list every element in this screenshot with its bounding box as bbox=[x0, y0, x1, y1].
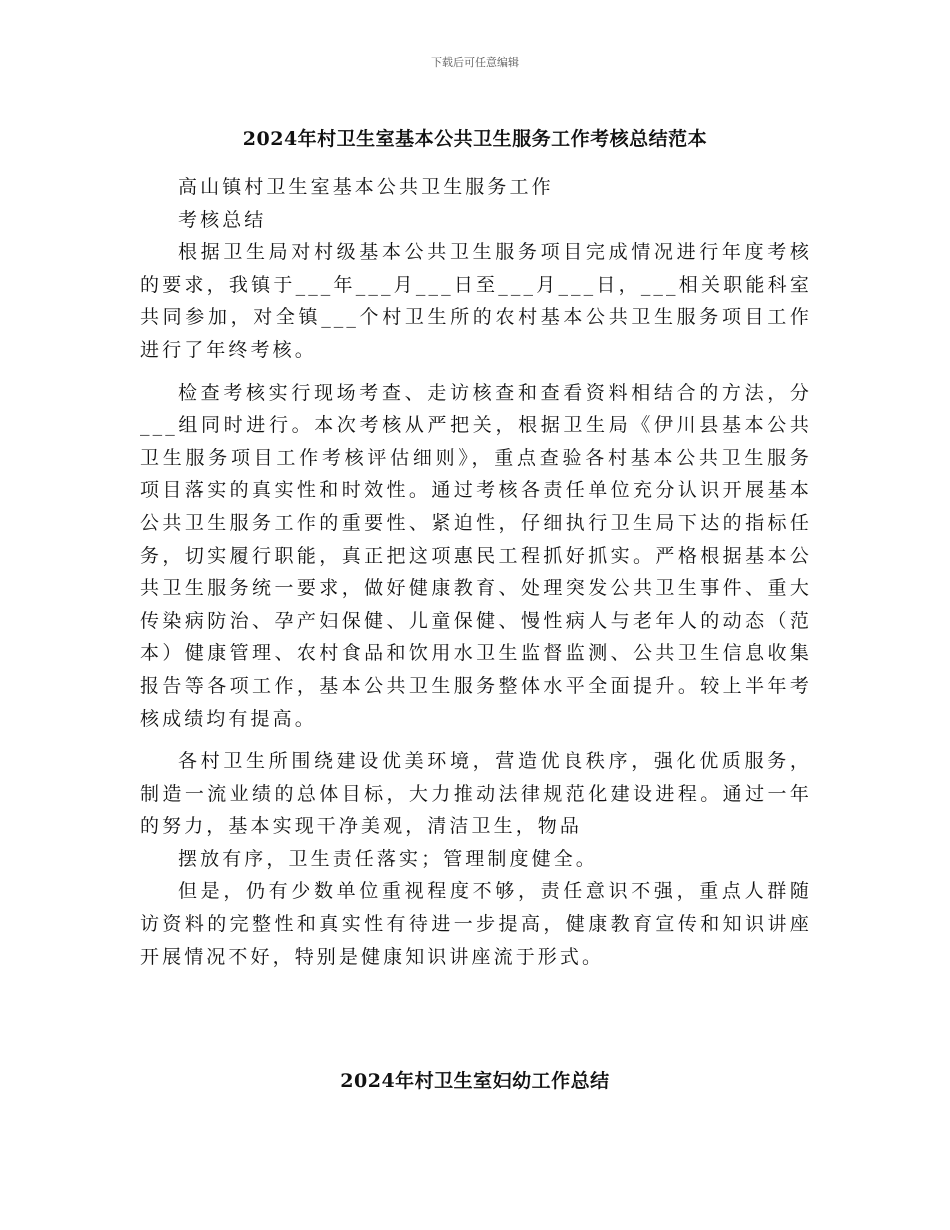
section-subtitle: 2024年村卫生室妇幼工作总结 bbox=[340, 1070, 610, 1092]
paragraph-inspection: 检查考核实行现场考查、走访核查和查看资料相结合的方法，分___组同时进行。本次考核从严把关，根据卫生局《伊川县基本公共卫生服务项目工作考核评估细则》，重点查验各村基本公共卫生服务项目落实的真实性和时效性。通过考核各责任单位充分认识开展基本公共卫生服务工作的重要性、紧迫性，仔细执行卫生局下达的指标任务，切实履行职能，真正把这项惠民工程抓好抓实。严格根据基本公共卫生服务统一要求，做好健康教育、处理突发公共卫生事件、重大传染病防治、孕产妇保健、儿童保健、慢性病人与老年人的动态（范本）健康管理、农村食品和饮用水卫生监督监测、公共卫生信息收集报告等各项工作，基本公共卫生服务整体水平全面提升。较上半年考核成绩均有提高。 bbox=[140, 381, 812, 730]
paragraph-intro-line1: 高山镇村卫生室基本公共卫生服务工作 bbox=[178, 176, 554, 198]
header-note: 下载后可任意编辑 bbox=[431, 56, 519, 69]
document-body bbox=[140, 171, 812, 973]
paragraph-intro-line2: 考核总结 bbox=[178, 208, 267, 231]
paragraph-environment: 各村卫生所围绕建设优美环境，营造优良秩序，强化优质服务，制造一流业绩的总体目标，大力推动法律规范化建设进程。通过一年的努力，基本实现干净美观，清洁卫生，物品 bbox=[140, 750, 812, 838]
document-title: 2024年村卫生室基本公共卫生服务工作考核总结范本 bbox=[242, 128, 708, 150]
paragraph-shortcomings: 但是，仍有少数单位重视程度不够，责任意识不强，重点人群随访资料的完整性和真实性有待进一步提高，健康教育宣传和知识讲座开展情况不好，特别是健康知识讲座流于形式。 bbox=[140, 880, 812, 968]
paragraph-order: 摆放有序，卫生责任落实；管理制度健全。 bbox=[178, 847, 598, 870]
paragraph-requirement: 根据卫生局对村级基本公共卫生服务项目完成情况进行年度考核的要求，我镇于___年___月___日至___月___日，___相关职能科室共同参加，对全镇___个村卫生所的农村基本公共卫生服务项目工作进行了年终考核。 bbox=[140, 241, 812, 361]
